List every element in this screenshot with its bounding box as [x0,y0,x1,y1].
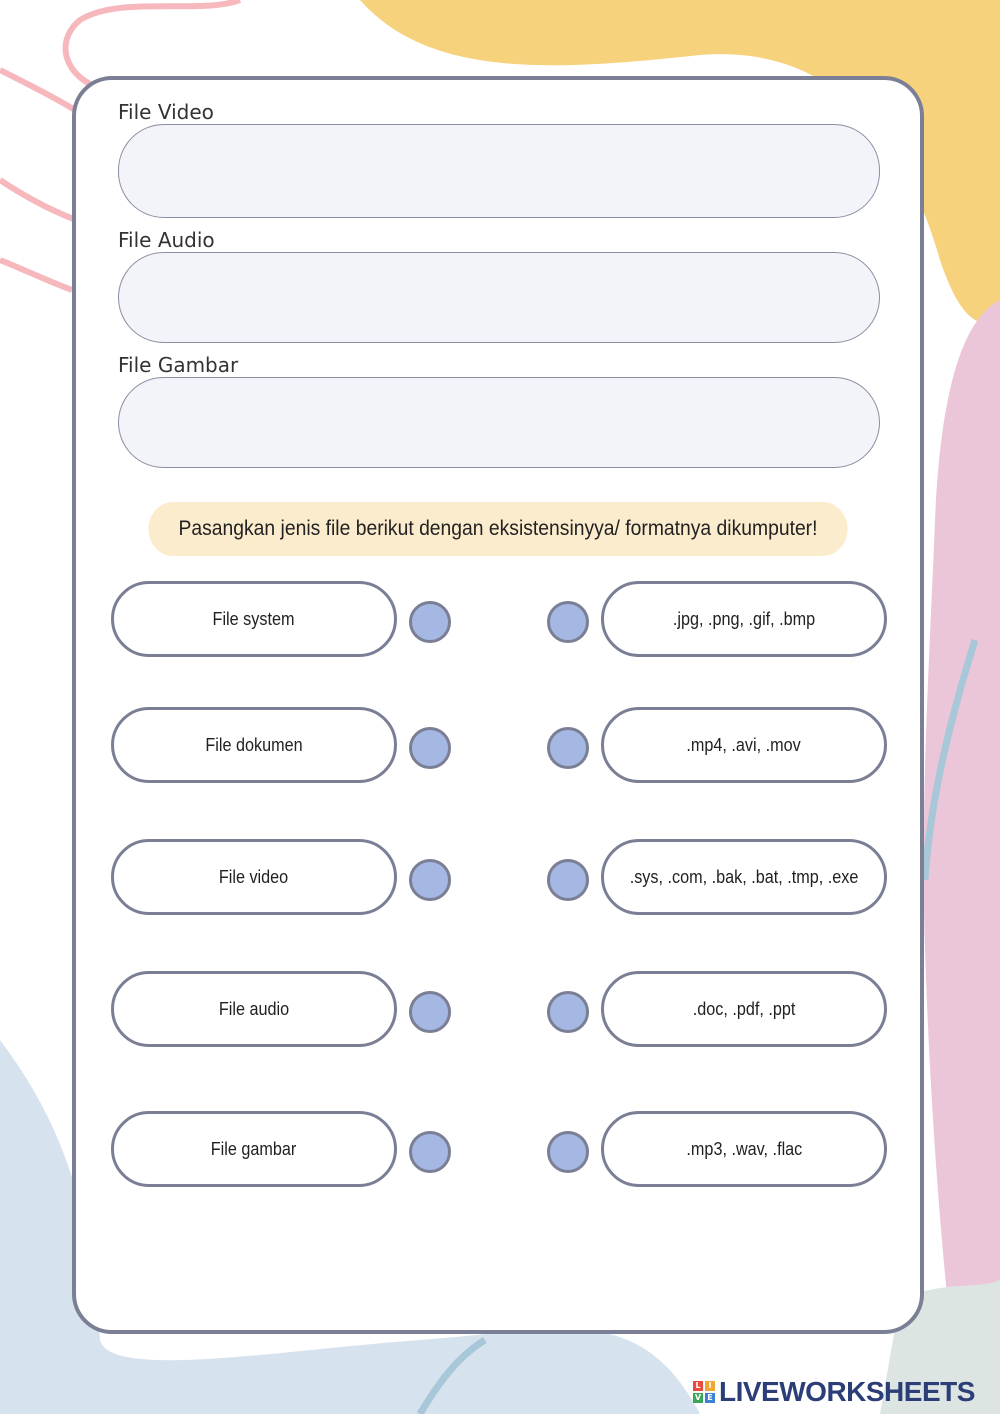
left-item-2: File dokumen [111,707,397,783]
left-item-1: File system [111,581,397,657]
liveworksheets-logo [693,1376,975,1408]
left-connector-5[interactable] [409,1131,451,1173]
input-file-gambar[interactable] [118,377,880,468]
right-connector-1[interactable] [547,601,589,643]
logo-letter: E [705,1393,715,1403]
logo-mark-icon [693,1381,715,1403]
logo-letter: L [693,1381,703,1391]
left-item-4: File audio [111,971,397,1047]
right-item-5: .mp3, .wav, .flac [601,1111,887,1187]
logo-letter: V [694,1393,702,1402]
instruction-banner: Pasangkan jenis file berikut dengan eksistensinyya/ formatnya dikumputer! [148,502,847,556]
left-connector-2[interactable] [409,727,451,769]
right-item-1: .jpg, .png, .gif, .bmp [601,581,887,657]
left-connector-3[interactable] [409,859,451,901]
right-item-4: .doc, .pdf, .ppt [601,971,887,1047]
label-file-audio: File Audio [118,228,215,252]
input-file-video[interactable] [118,124,880,218]
left-item-3: File video [111,839,397,915]
input-file-audio[interactable] [118,252,880,343]
left-item-5: File gambar [111,1111,397,1187]
label-file-video: File Video [118,100,214,124]
left-connector-4[interactable] [409,991,451,1033]
label-file-gambar: File Gambar [118,353,239,377]
logo-letter: I [705,1381,715,1391]
right-connector-3[interactable] [547,859,589,901]
right-item-2: .mp4, .avi, .mov [601,707,887,783]
brand-name: LIVEWORKSHEETS [719,1376,975,1407]
right-connector-2[interactable] [547,727,589,769]
right-connector-4[interactable] [547,991,589,1033]
right-item-3: .sys, .com, .bak, .bat, .tmp, .exe [601,839,887,915]
left-connector-1[interactable] [409,601,451,643]
right-connector-5[interactable] [547,1131,589,1173]
